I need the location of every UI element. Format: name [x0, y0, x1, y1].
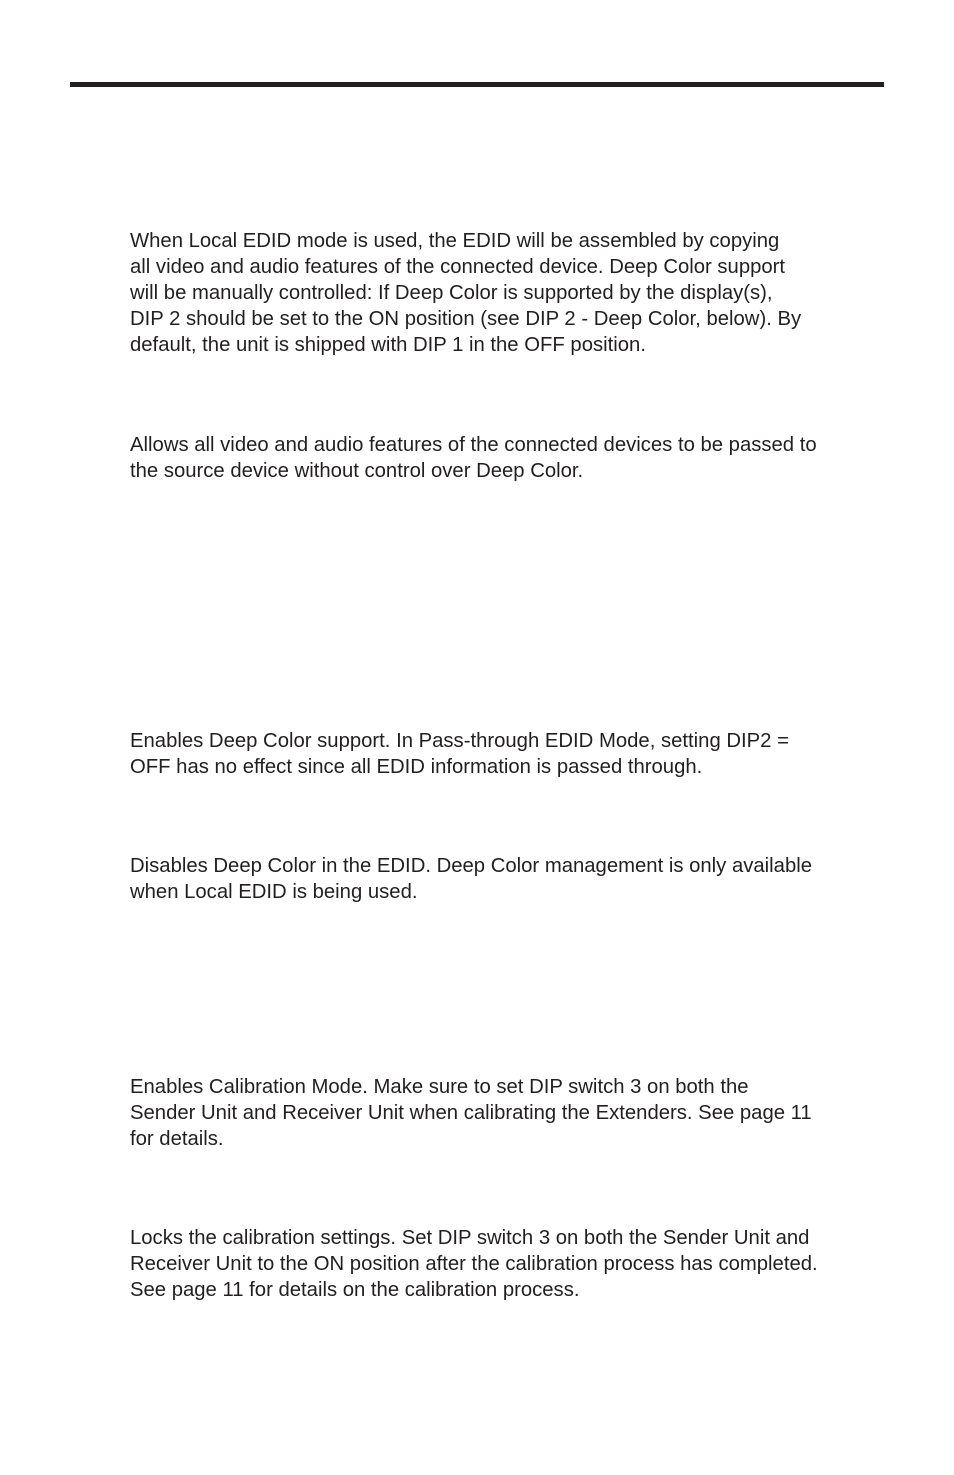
header-rule	[70, 82, 884, 87]
calibration-lock-description: Locks the calibration settings. Set DIP switch 3 on both the Sender Unit and Receiver Unit to the ON position after the calibration process has completed. See page 11 for details on the calibration process.	[130, 1227, 818, 1301]
deep-color-off-description: Disables Deep Color in the EDID. Deep Color management is only available when Local EDID is being used.	[130, 855, 813, 903]
local-edid-description: When Local EDID mode is used, the EDID will be assembled by copying all video and audio features of the connected device. Deep Color support will be manually controlled: If Deep Color is supported by the display(s), DIP 2 should be set to the ON position (see DIP 2 - Deep Color, below). By default, the unit is shipped with DIP 1 in the OFF position.	[130, 230, 802, 356]
calibration-mode-description: Enables Calibration Mode. Make sure to set DIP switch 3 on both the Sender Unit and Receiver Unit when calibrating the Extenders. See page 11 for details.	[130, 1076, 812, 1150]
pass-through-edid-description: Allows all video and audio features of the connected devices to be passed to the source device without control over Deep Color.	[130, 434, 817, 482]
deep-color-on-description: Enables Deep Color support. In Pass-through EDID Mode, setting DIP2 = OFF has no effect since all EDID information is passed through.	[130, 730, 789, 778]
